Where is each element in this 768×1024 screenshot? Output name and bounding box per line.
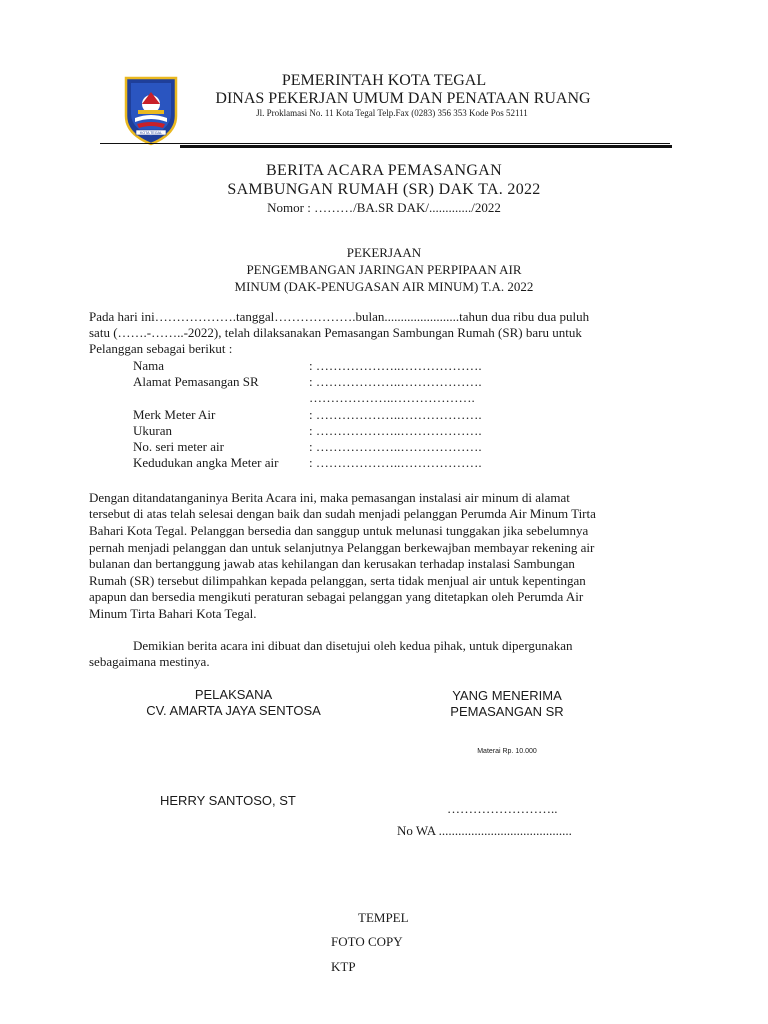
field-value-seri: : ………………..………………. [309,438,482,454]
ktp-note-line2: FOTO COPY [331,934,403,949]
field-label-kedudukan: Kedudukan angka Meter air [133,455,279,471]
intro-line2: satu (…….-……..-2022), telah dilaksanakan Pemasangan Sambungan Rumah (SR) baru untuk [89,325,582,340]
project-name-line1: PENGEMBANGAN JARINGAN PERPIPAAN AIR [246,262,522,277]
document-title-line1: BERITA ACARA PEMASANGAN [266,162,502,179]
field-label-nama: Nama [133,358,165,373]
whatsapp-number-field: No WA ......................................... [397,823,572,838]
paragraph-line: pernah menjadi pelanggan dan untuk selanjutnya Pelanggan berkewajban membayar rekening air [89,540,595,555]
project-heading: PEKERJAAN [346,245,422,260]
paragraph-line: Minum Tirta Bahari Kota Tegal. [89,606,257,621]
project-name-line2: MINUM (DAK-PENUGASAN AIR MINUM) T.A. 2022 [234,279,534,294]
header-department: DINAS PEKERJAN UMUM DAN PENATAAN RUANG [215,90,591,107]
field-value-alamat-cont: ………………..………………. [309,390,475,406]
field-value-ukuran: : ………………..………………. [309,422,482,438]
paragraph-line: bulanan dan bertanggung jawab atas kehilangan dan kerusakan terhadap instalasi Sambungan [89,556,575,571]
signer-right-role: YANG MENERIMA [452,688,562,703]
paragraph-line: Dengan ditandatanganinya Berita Acara ini, maka pemasangan instalasi air minum di alamat [89,490,570,505]
field-label-merk: Merk Meter Air [133,406,216,422]
signer-left-company: CV. AMARTA JAYA SENTOSA [146,703,321,718]
field-label-alamat: Alamat Pemasangan SR [133,374,259,390]
document-title-line2: SAMBUNGAN RUMAH (SR) DAK TA. 2022 [227,181,541,198]
paragraph-line: apapun dan bersedia mengikuti peraturan sebagai pelanggan yang ditetapkan oleh Perumda Air [89,589,584,604]
field-value-nama: : ………………..………………. [309,358,482,373]
field-label-ukuran: Ukuran [133,422,172,438]
signer-left-name: HERRY SANTOSO, ST [160,793,296,808]
closing-line1: Demikian berita acara ini dibuat dan disetujui oleh kedua pihak, untuk dipergunakan [133,638,573,653]
field-value-alamat: : ………………..………………. [309,374,482,390]
ktp-note-line3: KTP [331,959,356,974]
field-label-seri: No. seri meter air [133,438,224,454]
signer-left-role: PELAKSANA [194,687,273,702]
intro-line3: Pelanggan sebagai berikut : [89,341,233,356]
intro-line1: Pada hari ini……………….tanggal……………….bulan.......................tahun dua ribu dua puluh [89,309,590,324]
paragraph-line: tersebut di atas telah selesai dengan baik dan sudah menjadi pelanggan Perumda Air Minum Tirta [89,506,596,521]
closing-line2: sebagaimana mestinya. [89,654,210,669]
header-divider-thin [100,143,670,144]
field-value-merk: : ………………..………………. [309,406,482,422]
signer-right-sub: PEMASANGAN SR [450,704,564,719]
paragraph-line: Bahari Kota Tegal. Pelanggan bersedia dan sanggup untuk melunasi tunggakan jika sebelumnya [89,523,589,538]
document-number: Nomor : ………/BA.SR DAK/............./2022 [267,200,501,215]
header-government: PEMERINTAH KOTA TEGAL [281,72,487,89]
paragraph-line: Rumah (SR) tersebut dilimpahkan kepada pelanggan, serta tidak menjual air untuk kepentingan [89,573,586,588]
stamp-duty-note: Materai Rp. 10.000 [477,748,537,755]
signer-right-name-blank: …………………….. [447,801,558,816]
header-divider-thick [180,145,672,148]
ktp-note-line1: TEMPEL [358,910,409,925]
header-address: Jl. Proklamasi No. 11 Kota Tegal Telp.Fax (0283) 356 353 Kode Pos 52111 [256,108,528,118]
emblem-text: KOTA TEGAL [139,131,163,135]
field-value-kedudukan: : ………………..………………. [309,455,482,471]
